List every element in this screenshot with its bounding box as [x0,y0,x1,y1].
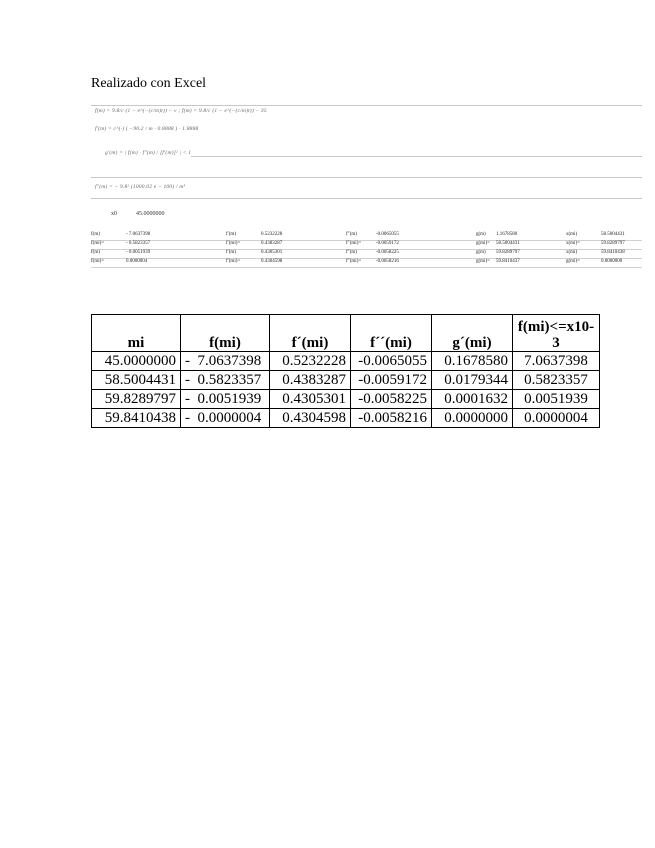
cell: -0.0059172 [376,241,399,246]
header-f: f(mi) [181,315,270,352]
cell-g: 0.0179344 [432,371,513,390]
cell: f″(m) [346,232,357,237]
header-g: g´(mi) [432,315,513,352]
excel-row [91,259,642,268]
formula-fsecond-text: f″(m) = − 9.8² (1000.02 e − 100) / m³ [95,184,186,190]
table-row [92,352,600,371]
cell: -0.0058225 [376,250,399,255]
cell-fsecond: -0.0058225 [351,390,432,409]
table-row [92,409,600,428]
cell-fprime: 0.4304598 [270,409,351,428]
cell: 0.5232228 [261,232,283,237]
formula-g-text: g′(m) = | f(m) · f″(m) / [f′(m)]² | < 1 [105,150,192,156]
cell: - 0.0051939 [126,250,151,255]
sign: - [185,409,190,426]
excel-row [91,232,642,241]
cell: 0.0000004 [126,259,148,264]
sign: - [185,390,190,407]
header-fprime: f´(mi) [270,315,351,352]
cell: 59.8410437 [496,259,520,264]
cell-fprime: 0.4305301 [270,390,351,409]
formula-g [91,146,642,164]
table-row [92,371,600,390]
cell: f″(mi)= [346,241,362,246]
formula-f-text: f(m) = 9.8/c (1 − e^(−(c/m)t)) − v ; f(m) = 9.8/c (1 − e^(−(c/m)t)) − 35 [95,108,267,114]
cell: f′(mi)= [226,259,241,264]
excel-grid [91,232,642,268]
x0-value: 45.0000000 [136,211,165,217]
cell-f [181,371,270,390]
cell-f [181,352,270,371]
table-header-row [92,315,600,352]
cell-f [181,409,270,428]
cell: g(mi)= [476,259,490,264]
cell: -0.0058216 [376,259,399,264]
cell: x(mi) [566,250,578,255]
cell: 0.4383287 [261,241,283,246]
cell: x(mi)= [566,241,580,246]
divider [91,198,642,199]
cell: f(m) [91,250,100,255]
value: 0.0051939 [197,390,262,407]
divider [91,177,642,178]
cell-mi: 59.8289797 [92,390,181,409]
cell: f(m) [91,232,100,237]
cell: - 0.5823357 [126,241,151,246]
cell: f′(m) [226,250,236,255]
cell: g(mi)= [476,241,490,246]
formula-fprime [91,122,642,140]
page-heading: Realizado con Excel [91,76,207,91]
divider [191,156,642,157]
results-table [91,314,600,428]
cell: g(m) [476,250,486,255]
excel-row [91,241,642,250]
value: 7.0637398 [197,352,262,369]
cell: 58.5004431 [601,232,625,237]
header-mi: mi [92,315,181,352]
cell-g: 0.1678580 [432,352,513,371]
cell: 0.0000000 [601,259,623,264]
excel-row [91,250,642,259]
cell-fsecond: -0.0058216 [351,409,432,428]
header-fsecond: f´´(mi) [351,315,432,352]
excel-screenshot [91,100,642,278]
cell-criterion: 7.0637398 [513,352,600,371]
cell: 59.8289797 [601,241,625,246]
cell: - 7.0637398 [126,232,151,237]
cell: g(m) [476,232,486,237]
cell-g: 0.0001632 [432,390,513,409]
cell-fprime: 0.5232228 [270,352,351,371]
cell: 59.8410438 [601,250,625,255]
cell-criterion: 0.5823357 [513,371,600,390]
cell: f″(m) [346,250,357,255]
cell-g: 0.0000000 [432,409,513,428]
formula-fprime-text: f′(m) = c^(·) ( −90.2 / m · 0.8888 ) · 1.8888 [95,126,199,132]
cell-fsecond: -0.0065055 [351,352,432,371]
cell-mi: 59.8410438 [92,409,181,428]
cell: 1.1678580 [496,232,518,237]
cell-criterion: 0.0000004 [513,409,600,428]
divider [91,105,642,106]
cell-fprime: 0.4383287 [270,371,351,390]
cell: f(mi)= [91,259,105,264]
cell-mi: 58.5004431 [92,371,181,390]
cell: 59.8289797 [496,250,520,255]
cell: f′(mi)= [226,241,241,246]
table-row [92,390,600,409]
sign: - [185,352,190,369]
cell: x(mi) [566,232,578,237]
value: 0.0000004 [197,409,262,426]
cell-mi: 45.0000000 [92,352,181,371]
sign: - [185,371,190,388]
cell: 0.4304598 [261,259,283,264]
cell: -0.0065055 [376,232,399,237]
x0-label: x0 [111,211,117,217]
cell: f″(mi)= [346,259,362,264]
cell-criterion: 0.0051939 [513,390,600,409]
header-criterion: f(mi)<=x10-3 [513,315,600,352]
cell: f′(m) [226,232,236,237]
cell-f [181,390,270,409]
formula-fsecond [91,176,642,194]
formula-f [91,104,642,122]
value: 0.5823357 [197,371,262,388]
cell-fsecond: -0.0059172 [351,371,432,390]
cell: 58.5004431 [496,241,520,246]
cell: g(mi)= [566,259,580,264]
cell: 0.4305301 [261,250,283,255]
cell: f(mi)= [91,241,105,246]
